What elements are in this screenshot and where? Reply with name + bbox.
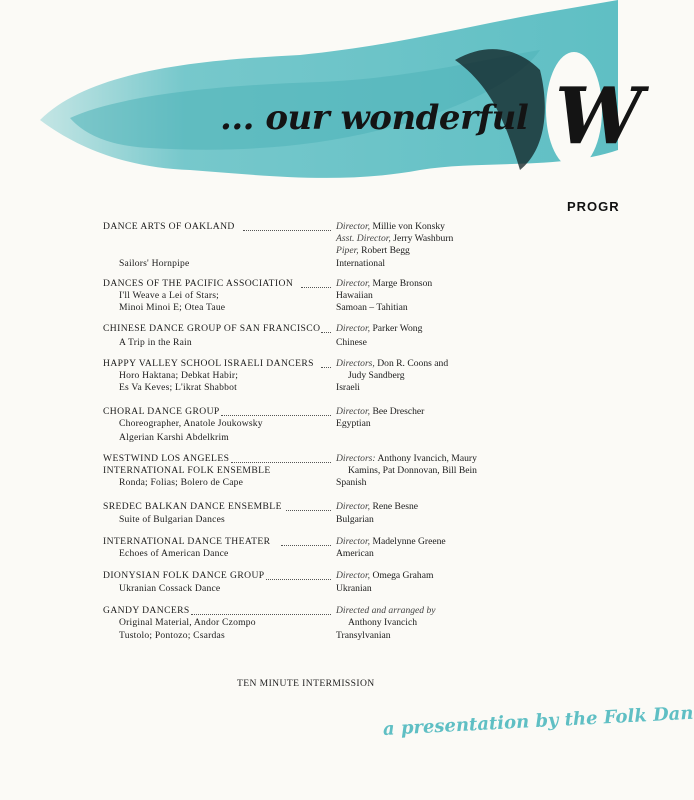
credit-role: Directed and arranged by <box>336 605 436 616</box>
dance-origin: American <box>336 548 374 559</box>
dance-title: Suite of Bulgarian Dances <box>119 514 225 525</box>
credit-name: Millie von Konsky <box>372 221 445 232</box>
dance-title: Choreographer, Anatole Joukowsky <box>119 418 263 429</box>
credit-name: Rene Besne <box>372 501 418 512</box>
credit-line <box>336 221 445 234</box>
credit-name: Anthony Ivancich, Maury <box>377 453 477 464</box>
credit-role: Director, <box>336 406 371 417</box>
dance-title: Sailors' Hornpipe <box>119 258 190 269</box>
credit-name: Jerry Washburn <box>393 233 454 244</box>
banner-headline-cut-letter: W <box>555 71 643 162</box>
credit-line <box>336 605 436 618</box>
group-name: DANCES OF THE PACIFIC ASSOCIATION <box>103 278 294 289</box>
credit-continuation: Kamins, Pat Donnovan, Bill Bein <box>348 465 477 476</box>
credit-name: Don R. Coons and <box>377 358 449 369</box>
group-name: CHORAL DANCE GROUP <box>103 406 220 417</box>
dot-leader <box>243 230 331 231</box>
dance-origin: Samoan – Tahitian <box>336 302 408 313</box>
dance-origin: Spanish <box>336 477 367 488</box>
dot-leader <box>231 462 331 463</box>
presentation-tagline: a presentation by the Folk Dan <box>382 702 694 740</box>
credit-line <box>336 453 477 466</box>
credit-role: Piper, <box>336 245 359 256</box>
group-name-line2: INTERNATIONAL FOLK ENSEMBLE <box>103 465 271 476</box>
group-name: HAPPY VALLEY SCHOOL ISRAELI DANCERS <box>103 358 314 369</box>
dot-leader <box>221 415 331 416</box>
group-name: INTERNATIONAL DANCE THEATER <box>103 536 271 547</box>
credit-name: Madelynne Greene <box>372 536 446 547</box>
group-name: CHINESE DANCE GROUP OF SAN FRANCISCO <box>103 323 321 334</box>
dance-origin: Hawaiian <box>336 290 373 301</box>
program-label: PROGR <box>567 199 620 214</box>
dance-title: Ukranian Cossack Dance <box>119 583 221 594</box>
credit-role: Asst. Director, <box>336 233 391 244</box>
dot-leader <box>321 332 331 333</box>
credit-name: Bee Drescher <box>372 406 425 417</box>
credit-role: Director, <box>336 323 371 334</box>
credit-line <box>336 406 424 419</box>
dot-leader <box>321 367 331 368</box>
credit-name: Omega Graham <box>372 570 434 581</box>
credit-role: Director, <box>336 570 371 581</box>
dot-leader <box>301 287 331 288</box>
credit-line <box>336 501 418 514</box>
credit-name: Parker Wong <box>372 323 423 334</box>
group-name: DIONYSIAN FOLK DANCE GROUP <box>103 570 265 581</box>
credit-continuation: Anthony Ivancich <box>348 617 418 628</box>
dance-origin: Israeli <box>336 382 360 393</box>
dance-origin: International <box>336 258 386 269</box>
dot-leader <box>266 579 331 580</box>
credit-role: Directors: <box>336 453 376 464</box>
credit-role: Director, <box>336 501 371 512</box>
credit-role: Director, <box>336 221 371 232</box>
dance-title: Es Va Keves; L'ikrat Shabbot <box>119 382 237 393</box>
credit-line <box>336 358 448 371</box>
group-name: WESTWIND LOS ANGELES <box>103 453 230 464</box>
credit-continuation: Judy Sandberg <box>348 370 405 381</box>
credit-name: Robert Begg <box>361 245 410 256</box>
credit-role: Director, <box>336 278 371 289</box>
dance-origin: Bulgarian <box>336 514 374 525</box>
banner-headline: ... our wonderful <box>220 98 529 138</box>
dance-title: Ronda; Folias; Bolero de Cape <box>119 477 244 488</box>
dance-title: Algerian Karshi Abdelkrim <box>119 432 229 443</box>
dot-leader <box>191 614 331 615</box>
intermission-note: TEN MINUTE INTERMISSION <box>237 678 375 689</box>
dance-title: Echoes of American Dance <box>119 548 229 559</box>
dance-origin: Egyptian <box>336 418 371 429</box>
dance-origin: Ukranian <box>336 583 372 594</box>
dance-title: Original Material, Andor Czompo <box>119 617 256 628</box>
credit-line <box>336 323 422 336</box>
credit-line <box>336 536 446 549</box>
credit-line <box>336 278 432 291</box>
credit-name: Marge Bronson <box>372 278 433 289</box>
dance-title: Tustolo; Pontozo; Csardas <box>119 630 225 641</box>
dance-title: Horo Haktana; Debkat Habir; <box>119 370 239 381</box>
credit-role: Director, <box>336 536 371 547</box>
dot-leader <box>281 545 331 546</box>
dance-origin: Transylvanian <box>336 630 391 641</box>
credit-line <box>336 233 453 246</box>
group-name: SREDEC BALKAN DANCE ENSEMBLE <box>103 501 282 512</box>
group-name: GANDY DANCERS <box>103 605 190 616</box>
credit-line <box>336 245 410 258</box>
credit-role: Directors, <box>336 358 375 369</box>
dance-origin: Chinese <box>336 337 367 348</box>
dance-title: Minoi Minoi E; Otea Taue <box>119 302 226 313</box>
dot-leader <box>286 510 331 511</box>
dance-title: A Trip in the Rain <box>119 337 192 348</box>
dance-title: I'll Weave a Lei of Stars; <box>119 290 220 301</box>
credit-line <box>336 570 433 583</box>
group-name: DANCE ARTS OF OAKLAND <box>103 221 235 232</box>
